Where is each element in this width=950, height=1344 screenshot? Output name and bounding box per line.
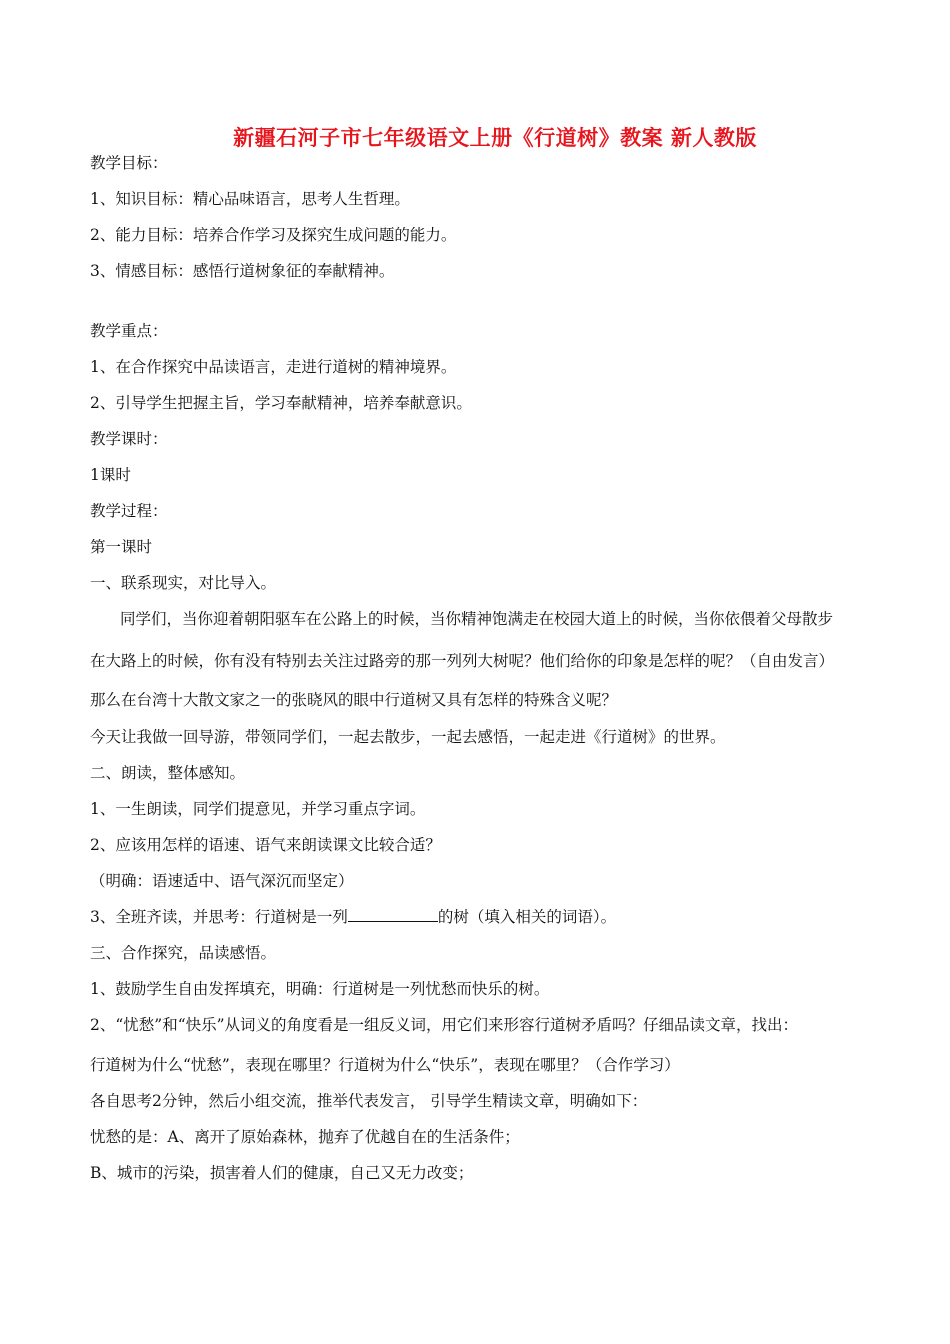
section-3-heading: 三、合作探究，品读感悟。: [90, 944, 277, 962]
section-2-item-3: [90, 907, 616, 927]
heading-periods: 教学课时：: [90, 430, 168, 448]
periods-value: 1课时: [90, 466, 131, 484]
section-1-heading: 一、联系现实，对比导入。: [90, 574, 277, 592]
intro-paragraph-line-1: 同学们，当你迎着朝阳驱车在公路上的时候，当你精神饱满走在校园大道上的时候，当你依偎着父母散步: [120, 610, 834, 628]
document-title: 新疆石河子市七年级语文上册《行道树》教案 新人教版: [233, 126, 757, 150]
intro-paragraph-line-3: 那么在台湾十大散文家之一的张晓风的眼中行道树又具有怎样的特殊含义呢？: [90, 691, 618, 709]
section-3-instruction: 各自思考2分钟，然后小组交流，推举代表发言， 引导学生精读文章，明确如下：: [90, 1092, 648, 1110]
section-3-item-1: 1、鼓励学生自由发挥填充，明确：行道树是一列忧愁而快乐的树。: [90, 980, 550, 998]
item-3-prefix: 3、全班齐读，并思考：行道树是一列: [90, 908, 348, 926]
intro-paragraph-line-2: 在大路上的时候，你有没有特别去关注过路旁的那一列列大树呢？他们给你的印象是怎样的呢？（自由发言）: [90, 652, 835, 670]
item-3-suffix: 的树（填入相关的词语）。: [437, 908, 617, 926]
section-3-item-2: 2、“忧愁”和“快乐”从词义的角度看是一组反义词，用它们来形容行道树矛盾吗？仔细品读文章，找出：: [90, 1016, 799, 1034]
heading-key-points: 教学重点：: [90, 322, 168, 340]
heading-process: 教学过程：: [90, 502, 168, 520]
objective-ability: 2、能力目标：培养合作学习及探究生成问题的能力。: [90, 226, 457, 244]
section-2-item-1: 1、一生朗读，同学们提意见，并学习重点字词。: [90, 800, 426, 818]
key-point-2: 2、引导学生把握主旨，学习奉献精神，培养奉献意识。: [90, 394, 472, 412]
section-2-heading: 二、朗读，整体感知。: [90, 764, 246, 782]
intro-paragraph-line-4: 今天让我做一回导游，带领同学们，一起去散步，一起去感悟，一起走进《行道树》的世界。: [90, 728, 726, 746]
first-period: 第一课时: [90, 538, 153, 556]
sorrow-point-b: B、城市的污染，损害着人们的健康，自己又无力改变；: [90, 1164, 474, 1182]
sorrow-point-a: 忧愁的是：A、离开了原始森林，抛弃了优越自在的生活条件；: [90, 1128, 520, 1146]
key-point-1: 1、在合作探究中品读语言，走进行道树的精神境界。: [90, 358, 457, 376]
section-3-question: 行道树为什么“忧愁”，表现在哪里？行道树为什么“快乐”，表现在哪里？（合作学习）: [90, 1056, 680, 1074]
heading-objectives: 教学目标：: [90, 154, 168, 172]
section-2-item-2: 2、应该用怎样的语速、语气来朗读课文比较合适？: [90, 836, 441, 854]
fill-in-blank: [348, 907, 438, 922]
section-2-note: （明确：语速适中、语气深沉而坚定）: [90, 872, 354, 890]
objective-emotion: 3、情感目标：感悟行道树象征的奉献精神。: [90, 262, 395, 280]
objective-knowledge: 1、知识目标：精心品味语言，思考人生哲理。: [90, 190, 410, 208]
